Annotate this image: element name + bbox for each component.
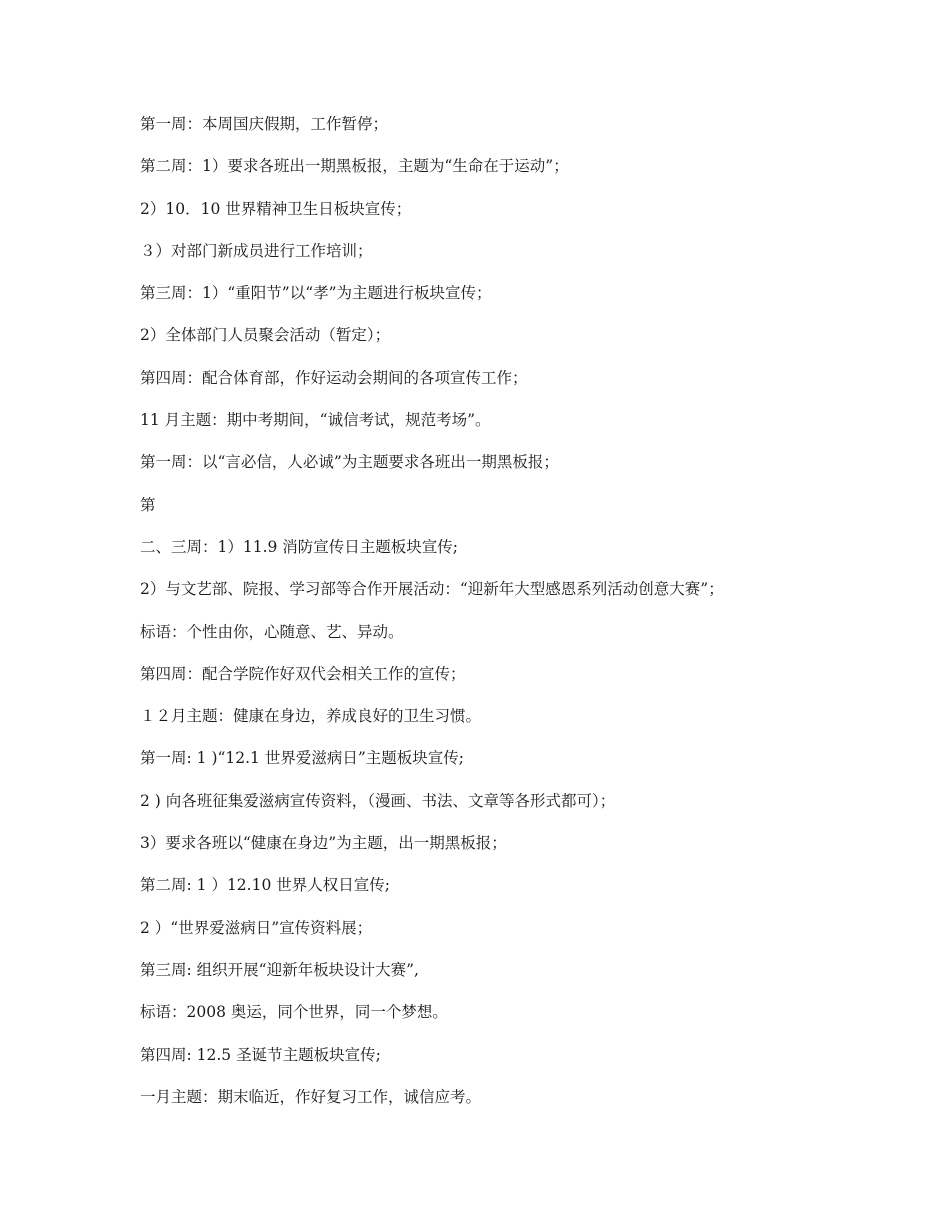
text-line: 第二周: 1 ）12.10 世界人权日宣传; [140,876,390,895]
text-line: 二、三周：1）11.9 消防宣传日主题板块宣传; [140,537,459,556]
text-line: 11 月主题：期中考期间，“诚信考试，规范考场”。 [140,411,491,430]
text-line: 第一周: 1 )“12.1 世界爱滋病日”主题板块宣传; [140,749,464,768]
text-line: １２月主题：健康在身边，养成良好的卫生习惯。 [140,707,482,726]
text-line: 第四周：配合学院作好双代会相关工作的宣传； [140,664,466,683]
text-line: 2 ）“世界爱滋病日”宣传资料展； [140,918,373,937]
text-line: 标语：个性由你，心随意、艺、异动。 [140,622,404,641]
text-line: 第四周：配合体育部，作好运动会期间的各项宣传工作； [140,368,528,387]
text-line: ３）对部门新成员进行工作培训； [140,241,373,260]
text-line: 一月主题：期末临近，作好复习工作，诚信应考。 [140,1087,482,1106]
text-line: 第 [140,495,156,514]
text-line: 第三周：1）“重阳节”以“孝”为主题进行板块宣传； [140,284,492,303]
text-line: 第一周：以“言必信，人必诚”为主题要求各班出一期黑板报； [140,453,559,472]
text-line: 2）全体部门人员聚会活动（暂定）； [140,326,391,345]
document-body [140,112,840,1127]
text-line: 3）要求各班以“健康在身边”为主题，出一期黑板报； [140,834,507,853]
text-line: 第三周: 组织开展“迎新年板块设计大赛”, [140,960,419,979]
text-line: 标语：2008 奥运，同个世界，同一个梦想。 [140,1003,448,1022]
text-line: 第二周：1）要求各班出一期黑板报，主题为“生命在于运动”； [140,157,569,176]
text-line: 2 ) 向各班征集爱滋病宣传资料，（漫画、书法、文章等各形式都可）； [140,791,616,810]
text-line: 2）10．10 世界精神卫生日板块宣传； [140,199,412,218]
text-line: 第四周: 12.5 圣诞节主题板块宣传; [140,1045,381,1064]
text-line: 第一周：本周国庆假期，工作暂停； [140,115,389,133]
text-line: 2）与文艺部、院报、学习部等合作开展活动：“迎新年大型感恩系列活动创意大赛”； [140,580,724,599]
